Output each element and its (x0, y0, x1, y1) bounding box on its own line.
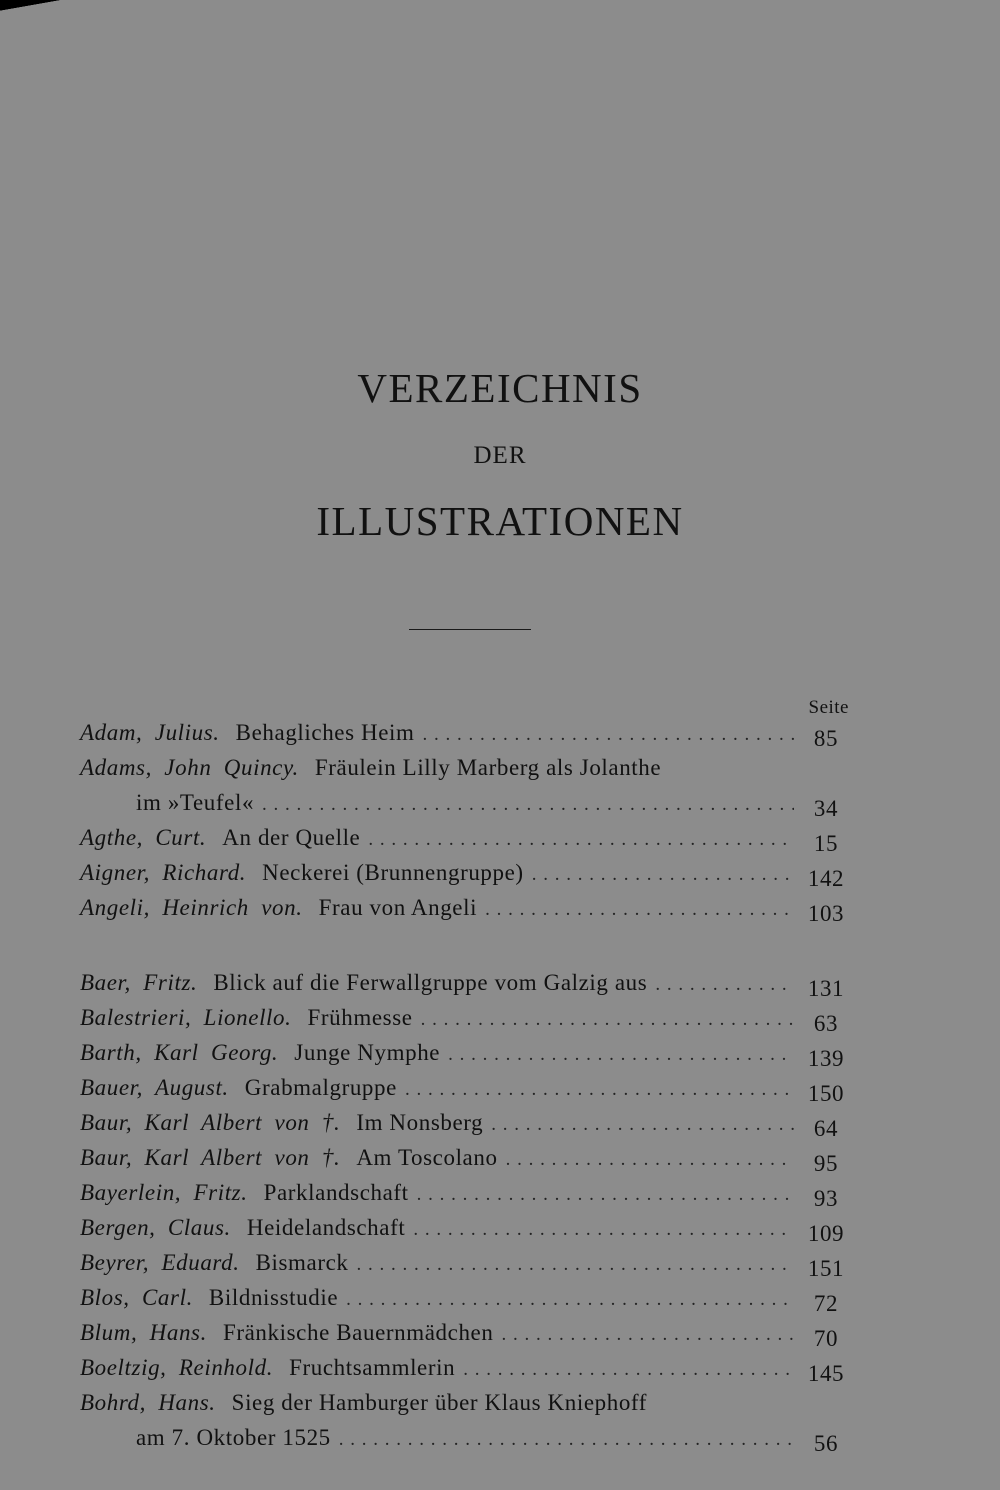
entry-line (80, 1276, 850, 1316)
dot-leader (485, 899, 794, 921)
index-entry (80, 816, 850, 856)
work-title: Fränkische Bauernmädchen (222, 1320, 494, 1345)
entry-line (80, 1241, 850, 1281)
index-entry (80, 716, 850, 751)
work-title: An der Quelle (222, 825, 361, 850)
page-number: 93 (813, 1186, 839, 1211)
dot-leader (491, 1114, 794, 1136)
entry-line (80, 961, 850, 1001)
work-title: Blick auf die Ferwallgruppe vom Galzig aus (213, 970, 648, 995)
work-title-continued: im »Teufel« (136, 790, 255, 815)
work-title: Im Nonsberg (356, 1110, 484, 1135)
artist-name: Bohrd, Hans. (80, 1390, 216, 1415)
work-title: Behagliches Heim (235, 720, 415, 745)
index-entry (80, 1171, 850, 1211)
title-block (0, 365, 1000, 544)
work-title: Fruchtsammlerin (289, 1355, 456, 1380)
page-number: 142 (807, 866, 845, 891)
work-title: Heidelandschaft (246, 1215, 406, 1240)
work-title: Bildnisstudie (208, 1285, 339, 1310)
artist-name: Bayerlein, Fritz. (80, 1180, 248, 1205)
dot-leader (262, 794, 794, 816)
title-line-3: ILLUSTRATIONEN (316, 498, 684, 544)
index-entry (80, 1206, 850, 1246)
artist-name: Beyrer, Eduard. (80, 1250, 240, 1275)
entry-line (80, 851, 850, 891)
index-entry (80, 1276, 850, 1316)
index-entry (80, 1101, 850, 1141)
page-number: 131 (807, 976, 845, 1001)
artist-name: Baur, Karl Albert von †. (80, 1145, 341, 1170)
entry-line (80, 1311, 850, 1351)
entry-line (80, 816, 850, 856)
work-title: Neckerei (Brunnengruppe) (262, 860, 524, 885)
page-number: 72 (813, 1291, 839, 1316)
work-title: Am Toscolano (356, 1145, 498, 1170)
index-entry (80, 1241, 850, 1281)
artist-name: Agthe, Curt. (80, 825, 207, 850)
entry-line (80, 1206, 850, 1246)
entry-line (80, 716, 850, 751)
work-title: Grabmalgruppe (244, 1075, 397, 1100)
entry-line (80, 1381, 850, 1416)
dot-leader (463, 1359, 794, 1381)
artist-name: Balestrieri, Lionello. (80, 1005, 292, 1030)
entry-line (80, 746, 850, 781)
entry-line (80, 886, 850, 926)
artist-name: Adams, John Quincy. (80, 755, 299, 780)
page-number: 15 (813, 831, 839, 856)
page-number: 139 (807, 1046, 845, 1071)
page-column-label: Seite (808, 697, 849, 718)
index-entry (80, 1381, 850, 1456)
work-title-continued: am 7. Oktober 1525 (136, 1425, 331, 1450)
artist-name: Baur, Karl Albert von †. (80, 1110, 341, 1135)
index-entry (80, 1311, 850, 1351)
artist-name: Aigner, Richard. (80, 860, 247, 885)
entry-continuation-line (80, 1416, 850, 1456)
index-entry (80, 1066, 850, 1106)
index-entry (80, 851, 850, 891)
index-entry (80, 961, 850, 1001)
page-number: 70 (813, 1326, 839, 1351)
dot-leader (506, 1149, 794, 1171)
artist-name: Baer, Fritz. (80, 970, 198, 995)
page-number: 109 (807, 1221, 845, 1246)
dot-leader (655, 974, 794, 996)
artist-name: Boeltzig, Reinhold. (80, 1355, 274, 1380)
page-number: 56 (813, 1431, 839, 1456)
page-number: 64 (813, 1116, 839, 1141)
index-entry (80, 886, 850, 926)
artist-name: Bauer, August. (80, 1075, 229, 1100)
entry-line (80, 1031, 850, 1071)
dot-leader (405, 1079, 794, 1101)
entry-line (80, 1101, 850, 1141)
entry-line (80, 1066, 850, 1106)
dot-leader (448, 1044, 794, 1066)
work-title: Junge Nymphe (294, 1040, 441, 1065)
index-entry (80, 1346, 850, 1386)
index-entry (80, 1031, 850, 1071)
artist-name: Bergen, Claus. (80, 1215, 231, 1240)
artist-name: Barth, Karl Georg. (80, 1040, 279, 1065)
dot-leader (413, 1219, 794, 1241)
dot-leader (423, 724, 794, 746)
entry-line (80, 996, 850, 1036)
dot-leader (368, 829, 794, 851)
group-gap (80, 921, 850, 961)
work-title: Frau von Angeli (318, 895, 478, 920)
work-title: Frühmesse (307, 1005, 413, 1030)
work-title: Parklandschaft (263, 1180, 409, 1205)
dot-leader (417, 1184, 794, 1206)
dot-leader (421, 1009, 794, 1031)
title-line-2: DER (473, 442, 527, 469)
work-title: Fräulein Lilly Marberg als Jolanthe (314, 755, 662, 780)
page-number: 103 (807, 901, 845, 926)
divider-rule (409, 629, 531, 630)
dot-leader (357, 1254, 794, 1276)
work-title: Bismarck (255, 1250, 349, 1275)
dot-leader (532, 864, 794, 886)
page-number: 63 (813, 1011, 839, 1036)
page-number: 95 (813, 1151, 839, 1176)
dot-leader (346, 1289, 794, 1311)
artist-name: Blum, Hans. (80, 1320, 207, 1345)
entry-continuation-line (80, 781, 850, 821)
index-entry (80, 996, 850, 1036)
page-number: 150 (807, 1081, 845, 1106)
index-entry (80, 1136, 850, 1176)
title-line-1: VERZEICHNIS (357, 365, 643, 411)
artist-name: Blos, Carl. (80, 1285, 193, 1310)
page-number: 85 (813, 726, 839, 751)
page-number: 151 (807, 1256, 845, 1281)
index-entry (80, 746, 850, 821)
page-number: 145 (807, 1361, 845, 1386)
dot-leader (339, 1429, 794, 1451)
page-number: 34 (813, 796, 839, 821)
work-title: Sieg der Hamburger über Klaus Kniephoff (231, 1390, 648, 1415)
artist-name: Angeli, Heinrich von. (80, 895, 303, 920)
entry-line (80, 1346, 850, 1386)
page-corner-mark (0, 0, 70, 14)
dot-leader (501, 1324, 794, 1346)
artist-name: Adam, Julius. (80, 720, 220, 745)
illustration-index (80, 716, 850, 1456)
entry-line (80, 1171, 850, 1211)
entry-line (80, 1136, 850, 1176)
